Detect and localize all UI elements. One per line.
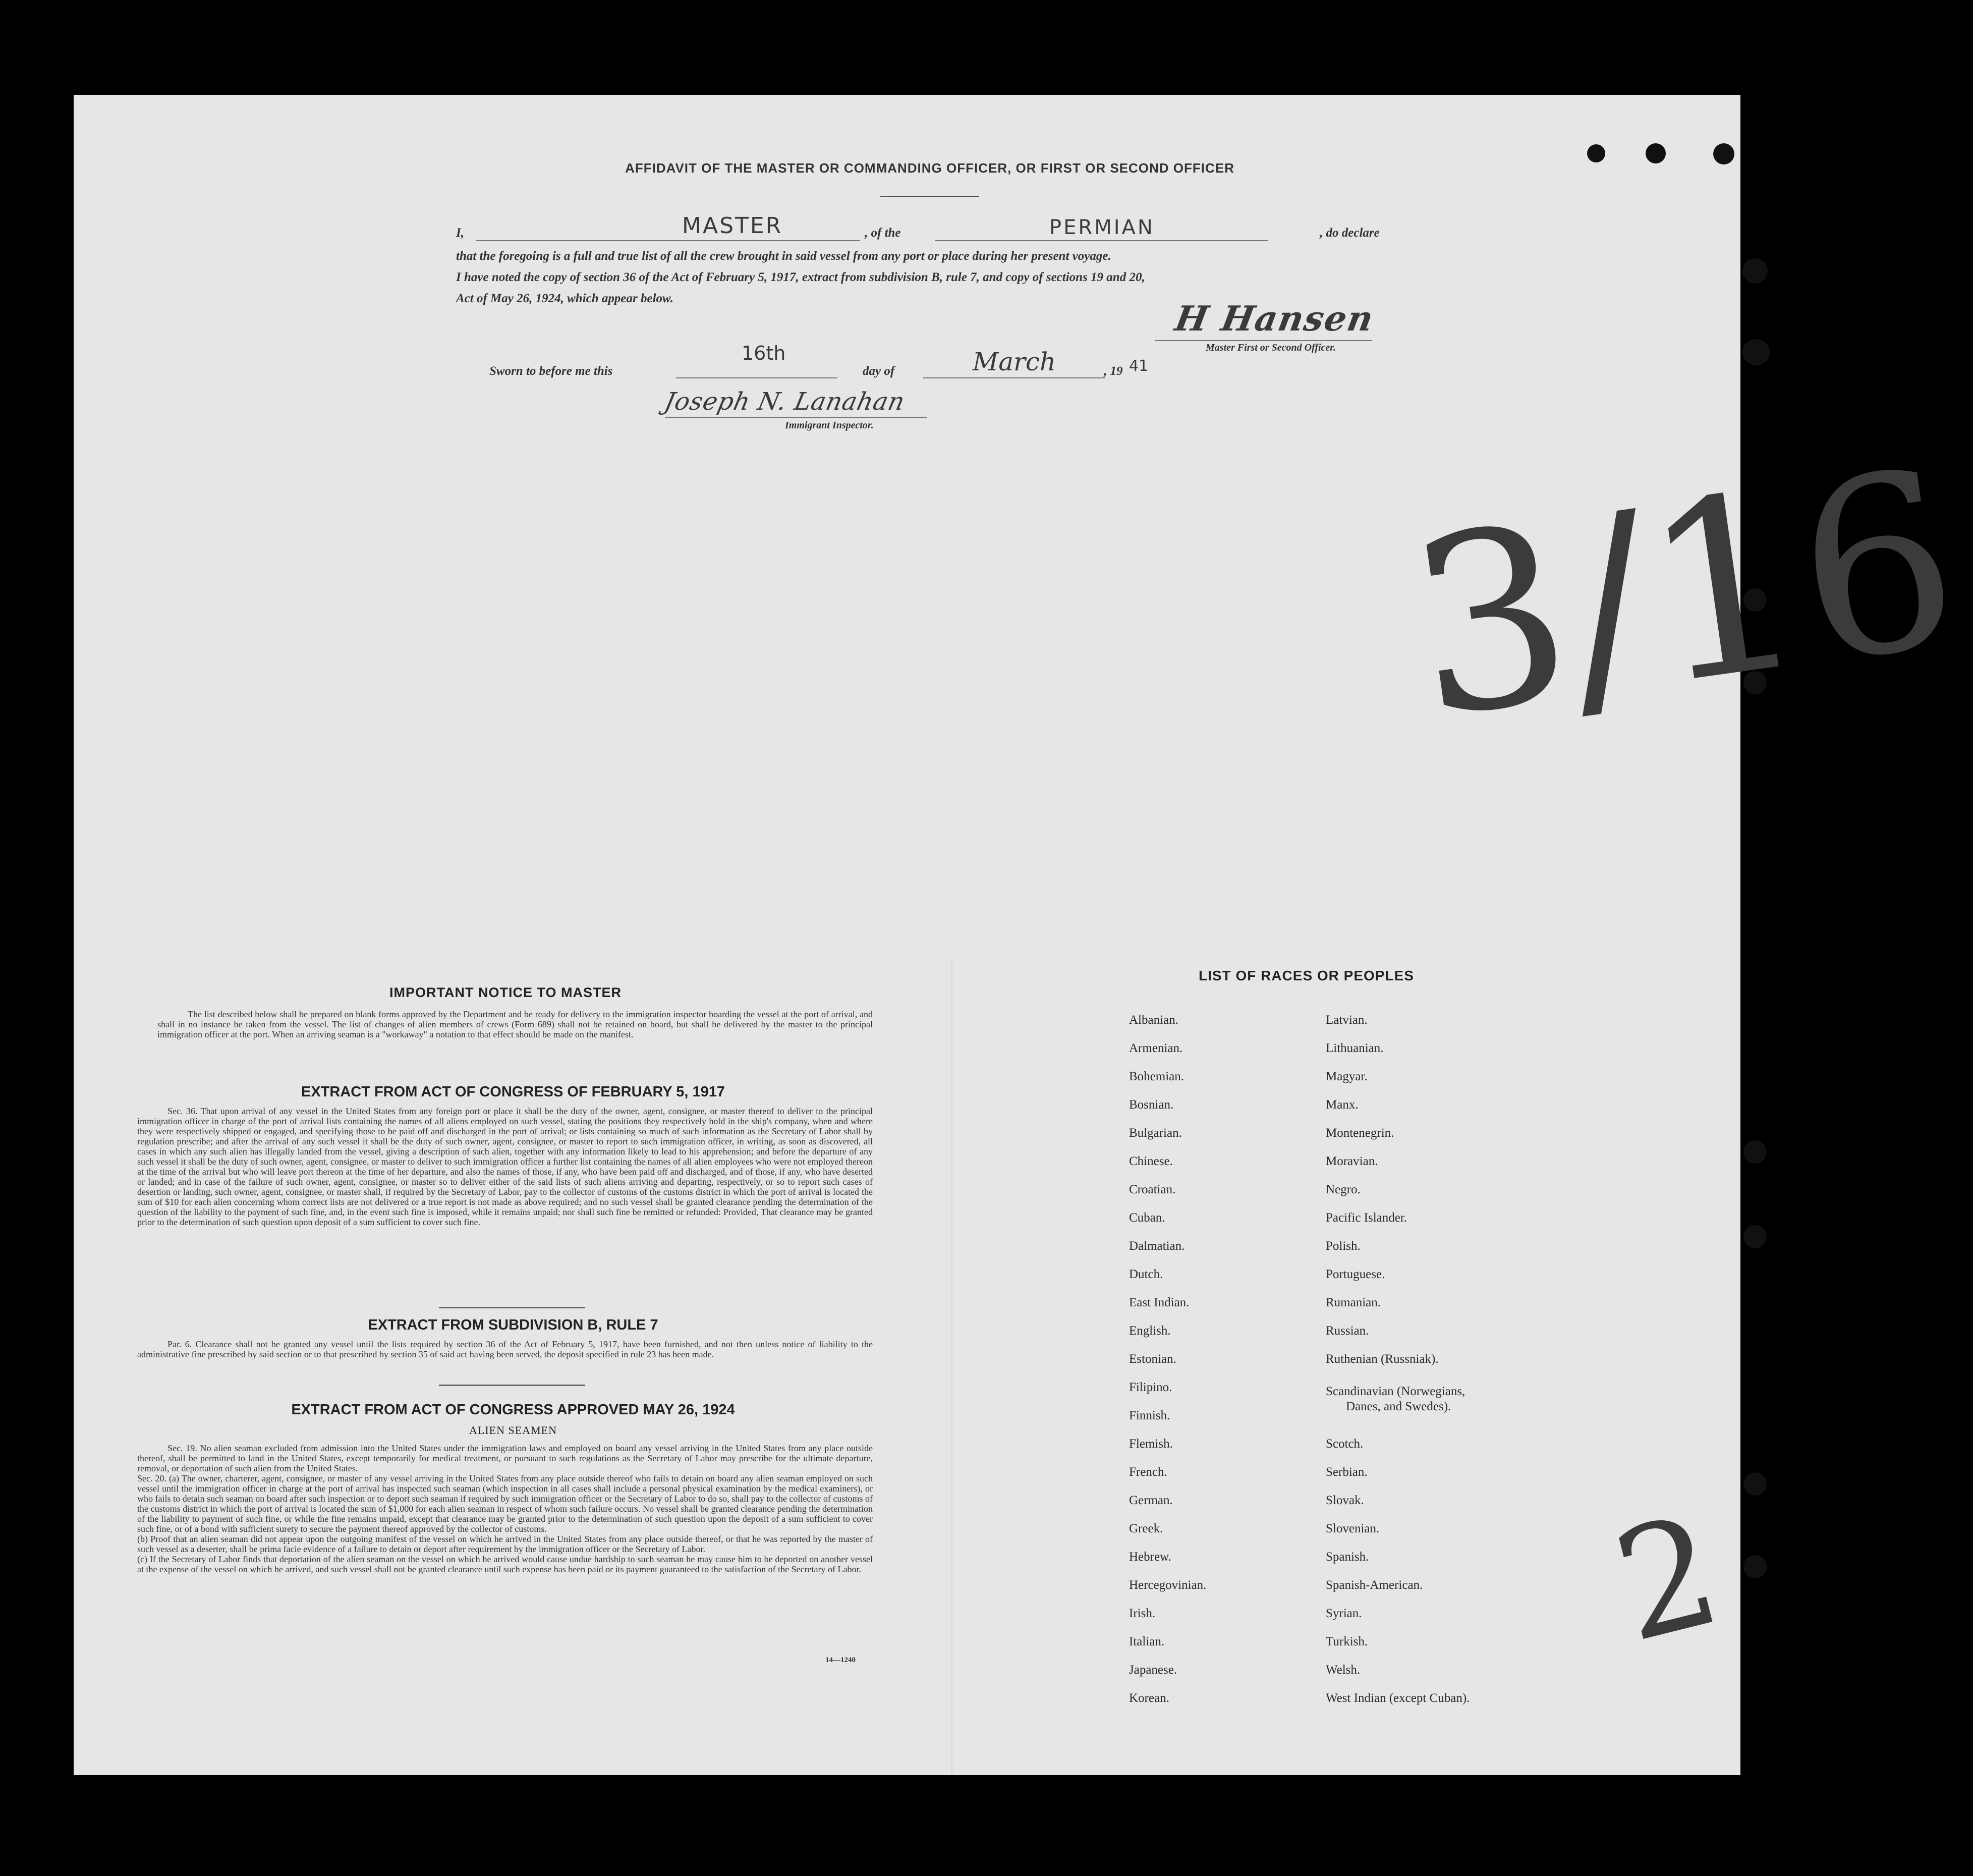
binder-hole xyxy=(1743,1140,1767,1164)
race-item: Armenian. xyxy=(1129,1041,1183,1055)
race-item: Bulgarian. xyxy=(1129,1126,1182,1140)
section-divider xyxy=(439,1385,585,1386)
race-item: Manx. xyxy=(1326,1098,1359,1112)
month-underline xyxy=(923,377,1105,378)
inspector-signature-line xyxy=(665,417,927,418)
binder-hole xyxy=(1743,1225,1767,1248)
inspector-signature: Joseph N. Lanahan xyxy=(662,388,908,416)
race-item: Latvian. xyxy=(1326,1013,1368,1027)
binder-hole xyxy=(1742,339,1770,365)
vessel-underline xyxy=(935,240,1268,241)
race-item: Croatian. xyxy=(1129,1183,1176,1196)
race-item: Ruthenian (Russniak). xyxy=(1326,1352,1439,1366)
race-item: Spanish-American. xyxy=(1326,1578,1423,1592)
race-item: French. xyxy=(1129,1465,1167,1479)
year-prefix: , 19 xyxy=(1104,364,1123,378)
day-underline xyxy=(676,377,837,378)
handwritten-mark: 2 xyxy=(1599,1482,1736,1676)
race-item: Welsh. xyxy=(1326,1663,1361,1677)
affidavit-line-3: I have noted the copy of section 36 of the Act of February 5, 1917, extract from subdivision B, rule 7, and copy of sections 19 and 20, xyxy=(456,270,1145,284)
officer-signature: H Hansen xyxy=(1171,299,1377,339)
section-divider xyxy=(439,1307,585,1308)
race-item: Dalmatian. xyxy=(1129,1239,1185,1253)
form-number: 14—1240 xyxy=(825,1656,856,1664)
page-fold xyxy=(951,959,952,1775)
binder-hole xyxy=(1646,143,1666,163)
races-list-title: LIST OF RACES OR PEOPLES xyxy=(1199,968,1414,983)
affidavit-title: AFFIDAVIT OF THE MASTER OR COMMANDING OFFICER, OR FIRST OR SECOND OFFICER xyxy=(625,160,1234,176)
day-of-label: day of xyxy=(863,364,895,378)
race-item: Korean. xyxy=(1129,1691,1169,1705)
officer-label: Master First or Second Officer. xyxy=(1206,342,1336,353)
race-item: English. xyxy=(1129,1324,1171,1338)
race-item: Russian. xyxy=(1326,1324,1369,1338)
extract-2-title: EXTRACT FROM SUBDIVISION B, RULE 7 xyxy=(368,1317,658,1333)
race-item: Cuban. xyxy=(1129,1211,1165,1225)
binder-hole xyxy=(1743,1555,1767,1578)
race-item: Scotch. xyxy=(1326,1437,1364,1451)
race-item: Negro. xyxy=(1326,1183,1361,1196)
race-item: Pacific Islander. xyxy=(1326,1211,1407,1225)
binder-hole xyxy=(1713,143,1734,164)
affidavit-line-1 xyxy=(456,213,1404,247)
race-item: Japanese. xyxy=(1129,1663,1177,1677)
race-item: Irish. xyxy=(1129,1607,1156,1620)
race-item: Estonian. xyxy=(1129,1352,1176,1366)
race-item: Finnish. xyxy=(1129,1409,1170,1422)
name-underline xyxy=(476,240,860,241)
race-item: Hebrew. xyxy=(1129,1550,1171,1564)
binder-hole xyxy=(1743,1472,1767,1496)
extract-3-title: EXTRACT FROM ACT OF CONGRESS APPROVED MAY 26, 1924 xyxy=(291,1402,735,1418)
race-item: Moravian. xyxy=(1326,1154,1378,1168)
race-item: Greek. xyxy=(1129,1522,1163,1535)
race-item: Serbian. xyxy=(1326,1465,1368,1479)
race-item: Portuguese. xyxy=(1326,1267,1385,1281)
race-item: Filipino. xyxy=(1129,1381,1172,1394)
sworn-line xyxy=(489,342,1196,383)
race-item: Rumanian. xyxy=(1326,1296,1381,1309)
extract-2-body: Par. 6. Clearance shall not be granted any vessel until the lists required by section 36 of the Act of February 5, 1917, have been furnished, and not then unless notice of liability to the administrative fine prescribed by said section or to that prescribed by section 35 of said act having been served, the deposit specified in rule 23 has been made. xyxy=(137,1339,873,1359)
race-item: Bosnian. xyxy=(1129,1098,1174,1112)
race-item: Slovenian. xyxy=(1326,1522,1380,1535)
binder-hole xyxy=(1742,258,1768,284)
race-item: East Indian. xyxy=(1129,1296,1190,1309)
race-item: Spanish. xyxy=(1326,1550,1369,1564)
affidavit-line-4: Act of May 26, 1924, which appear below. xyxy=(456,292,674,305)
affidavit-line-2: that the foregoing is a full and true list of all the crew brought in said vessel from any port or place during her present voyage. xyxy=(456,249,1111,263)
affidavit-i: I, xyxy=(456,226,464,240)
sworn-label: Sworn to before me this xyxy=(489,364,613,378)
race-item: Hercegovinian. xyxy=(1129,1578,1207,1592)
notice-body: The list described below shall be prepared on blank forms approved by the Department and be ready for delivery to the immigration inspector boarding the vessel at the port of arrival, and shall in no instance be taken from the vessel. The list of changes of alien members of crews (Form 689) shall not be retained on board, but shall be delivered by the master to the principal immigration officer at the port. When an arriving seaman is a "workaway" a notation to that effect should be made on the manifest. xyxy=(157,1009,873,1039)
handwritten-date-note: 3/16 xyxy=(1395,417,1973,773)
vessel-name-field: PERMIAN xyxy=(1049,216,1155,239)
race-item: West Indian (except Cuban). xyxy=(1326,1691,1470,1705)
of-the-label: , of the xyxy=(865,226,901,240)
race-item: Chinese. xyxy=(1129,1154,1173,1168)
race-item: Bohemian. xyxy=(1129,1070,1185,1083)
do-declare-label: , do declare xyxy=(1320,226,1380,240)
extract-1-body: Sec. 36. That upon arrival of any vessel in the United States from any foreign port or place it shall be the duty of the owner, agent, consignee, or master thereof to deliver to the principal immigration officer in charge of the port of arrival lists containing the names of all aliens employed on such vessel, stating the positions they respectively hold in the ship's company, when and where they were respectively shipped or engaged, and specifying those to be paid off and discharged in the port of arrival; or lists containing so much of such information as the Secretary of Labor shall by regulation prescribe; and after the arrival of any such vessel it shall be the duty of such owner, agent, consignee, or master to report to such immigration officer, in writing, as soon as discovered, all cases in which any such alien has illegally landed from the vessel, giving a description of such alien, together with any information likely to lead to his apprehension; and before the departure of any such vessel it shall be the duty of such owner, agent, consignee, or master to deliver to such immigration officer a further list containing the names of all alien employees who were not employed thereon at the time of the arrival but who will leave port thereon at the time of her departure, and also the names of those, if any, who have been paid off and discharged, and of those, if any, who have deserted or landed; and in case of the failure of such owner, agent, consignee, or master so to deliver either of the said lists of such aliens arriving and departing, respectively, or so to report such cases of desertion or landing, such owner, agent, consignee, or master shall, if required by the Secretary of Labor, pay to the collector of customs of the customs district in which the port of arrival is located the sum of $10 for each alien concerning whom correct lists are not delivered or a true report is not made as above required; and no such vessel shall be granted clearance pending the determination of the question of the liability to the payment of such fine, and, in the event such fine is imposed, while it remains unpaid; nor shall such fine be remitted or refunded: Provided, That clearance may be granted prior to the determination of such question upon deposit of a sum sufficient to cover such fine. xyxy=(137,1106,873,1227)
race-item: Turkish. xyxy=(1326,1635,1368,1648)
title-underline xyxy=(880,196,979,197)
race-item: Dutch. xyxy=(1129,1267,1163,1281)
race-item: German. xyxy=(1129,1494,1173,1507)
officer-signature-line xyxy=(1155,340,1372,341)
binder-hole xyxy=(1587,144,1605,162)
race-item: Polish. xyxy=(1326,1239,1361,1253)
extract-1-title: EXTRACT FROM ACT OF CONGRESS OF FEBRUARY 5, 1917 xyxy=(301,1084,725,1100)
race-item: Flemish. xyxy=(1129,1437,1173,1451)
race-item: Slovak. xyxy=(1326,1494,1364,1507)
sworn-year-field: 41 xyxy=(1129,357,1149,375)
race-item: Scandinavian (Norwegians, xyxy=(1326,1385,1465,1398)
race-item: Magyar. xyxy=(1326,1070,1368,1083)
notice-title: IMPORTANT NOTICE TO MASTER xyxy=(389,985,622,1000)
race-item: Montenegrin. xyxy=(1326,1126,1394,1140)
sworn-day-field: 16th xyxy=(742,342,786,364)
race-item: Syrian. xyxy=(1326,1607,1362,1620)
race-item: Lithuanian. xyxy=(1326,1041,1384,1055)
race-item: Albanian. xyxy=(1129,1013,1178,1027)
sworn-month-field: March xyxy=(973,347,1056,376)
race-item: Danes, and Swedes). xyxy=(1346,1400,1451,1413)
race-item: Italian. xyxy=(1129,1635,1165,1648)
extract-3-body: Sec. 19. No alien seaman excluded from admission into the United States under the immigration laws and employed on board any vessel arriving in the United States from any place outside thereof, shall be permitted to land in the United States, except temporarily for medical treatment, or pursuant to such regulations as the Secretary of Labor may prescribe for the ultimate departure, removal, or deportation of such alien from the United States. Sec. 20. (a) The owner, charterer, agent, consignee, or master of any vessel arriving in the United States from any place outside thereof who fails to detain on board any alien seaman employed on such vessel until the immigration officer in charge at the port of arrival has inspected such seaman (which inspection in all cases shall include a personal physical examination by the medical examiners), or who fails to detain such seaman on board after such inspection or to deport such seaman if required by such immigration officer or the Secretary of Labor to do so, shall pay to the collector of customs of the customs district in which the port of arrival is located the sum of $1,000 for each alien seaman in respect of whom such failure occurs. No vessel shall be granted clearance pending the determination of the liability to payment of such fine, or while the fine remains unpaid, except that clearance may be granted prior to the determination of such question upon the deposit of a sum sufficient to cover such fine, or of a bond with sufficient surety to secure the payment thereof approved by the collector of customs. (b) Proof that an alien seaman did not appear upon the outgoing manifest of the vessel on which he arrived in the United States from any place outside thereof, or that he was reported by the master of such vessel as a deserter, shall be prima facie evidence of a failure to detain or deport after requirement by the immigration officer or the Secretary of Labor. (c) If the Secretary of Labor finds that deportation of the alien seaman on the vessel on which he arrived would cause undue hardship to such seaman he may cause him to be deported on another vessel at the expense of the vessel on which he arrived, and such vessel shall not be granted clearance until such expense has been paid or its payment guaranteed to the satisfaction of the Secretary of Labor. xyxy=(137,1443,873,1574)
master-name-field: MASTER xyxy=(682,213,783,239)
extract-3-subtitle: ALIEN SEAMEN xyxy=(469,1424,557,1437)
inspector-label: Immigrant Inspector. xyxy=(785,420,874,431)
